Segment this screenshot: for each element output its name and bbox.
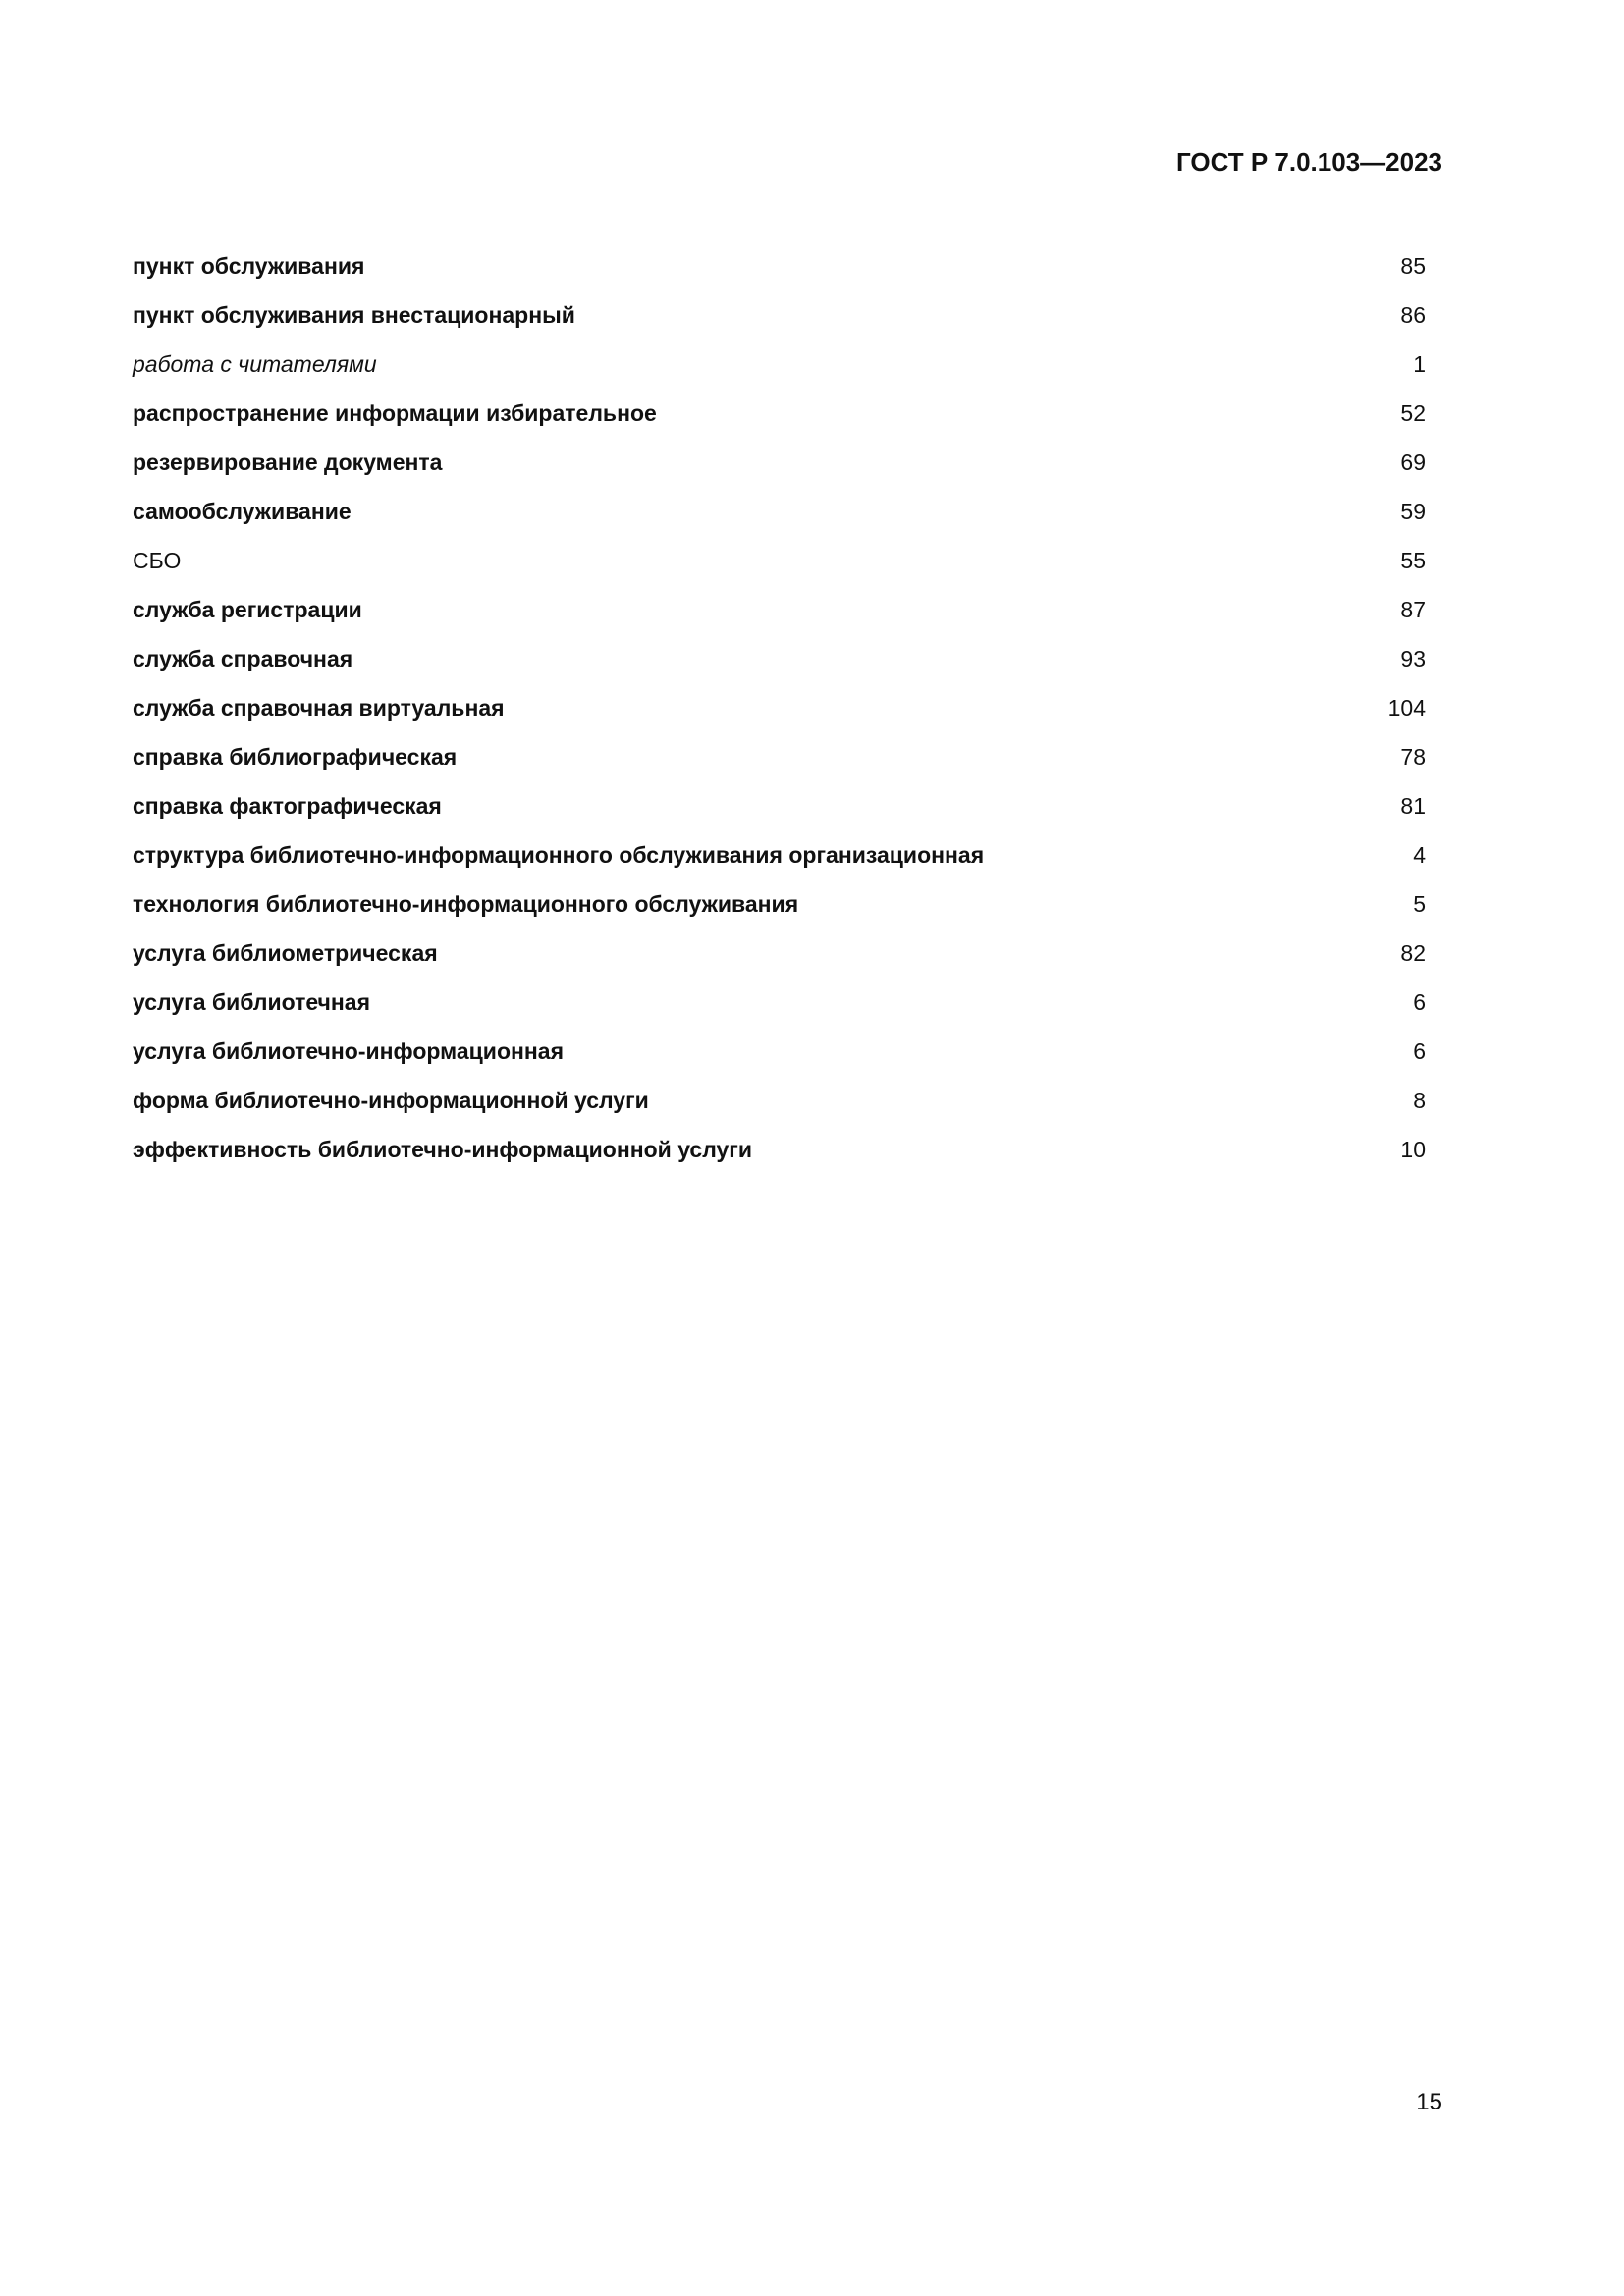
index-entry	[133, 732, 1426, 781]
index-entry	[133, 1027, 1426, 1076]
index-term: работа с читателями	[133, 350, 377, 377]
index-entry	[133, 536, 1426, 585]
index-entry	[133, 1076, 1426, 1125]
index-entry	[133, 340, 1426, 389]
index-entry	[133, 683, 1426, 732]
index-entry	[133, 438, 1426, 487]
index-term: эффективность библиотечно-информационной услуги	[133, 1136, 753, 1162]
index-entry	[133, 585, 1426, 634]
subject-index	[133, 241, 1426, 1174]
index-term-number: 87	[1400, 596, 1426, 622]
index-term: услуга библиометрическая	[133, 939, 438, 966]
index-term: услуга библиотечно-информационная	[133, 1038, 564, 1064]
index-entry	[133, 1125, 1426, 1174]
index-term: справка библиографическая	[133, 743, 458, 770]
index-term: резервирование документа	[133, 449, 443, 475]
index-term: справка фактографическая	[133, 792, 442, 819]
index-entry	[133, 634, 1426, 683]
index-entry	[133, 830, 1426, 880]
index-term-number: 69	[1400, 449, 1426, 475]
page-number: 15	[1416, 2089, 1442, 2115]
index-term: служба справочная виртуальная	[133, 694, 505, 721]
document-header: ГОСТ Р 7.0.103—2023	[1175, 147, 1442, 177]
index-term-number: 82	[1400, 939, 1426, 966]
index-entry	[133, 389, 1426, 438]
index-term: пункт обслуживания	[133, 252, 365, 279]
index-term-number: 86	[1400, 301, 1426, 328]
index-term: служба регистрации	[133, 596, 362, 622]
index-term: распространение информации избирательное	[133, 400, 657, 426]
index-entry	[133, 880, 1426, 929]
index-term: СБО	[133, 547, 182, 573]
index-term-number: 59	[1400, 498, 1426, 524]
index-entry	[133, 929, 1426, 978]
index-term-number: 81	[1400, 792, 1426, 819]
index-term-number: 52	[1400, 400, 1426, 426]
index-term-number: 55	[1400, 547, 1426, 573]
index-term-number: 5	[1413, 890, 1426, 917]
index-term: структура библиотечно-информационного обслуживания организационная	[133, 841, 985, 868]
index-term-number: 6	[1413, 1038, 1426, 1064]
index-term-number: 104	[1387, 694, 1426, 721]
index-term-number: 4	[1413, 841, 1426, 868]
index-term-number: 6	[1413, 988, 1426, 1015]
index-term-number: 10	[1400, 1136, 1426, 1162]
index-term-number: 93	[1400, 645, 1426, 671]
index-term: самообслуживание	[133, 498, 352, 524]
index-term: служба справочная	[133, 645, 353, 671]
index-term: технология библиотечно-информационного обслуживания	[133, 890, 799, 917]
index-term-number: 85	[1400, 252, 1426, 279]
index-entry	[133, 781, 1426, 830]
index-entry	[133, 291, 1426, 340]
index-term: услуга библиотечная	[133, 988, 371, 1015]
index-term: форма библиотечно-информационной услуги	[133, 1087, 649, 1113]
index-term-number: 1	[1413, 350, 1426, 377]
index-term-number: 78	[1400, 743, 1426, 770]
index-term: пункт обслуживания внестационарный	[133, 301, 575, 328]
index-entry	[133, 978, 1426, 1027]
index-term-number: 8	[1413, 1087, 1426, 1113]
index-entry	[133, 241, 1426, 291]
index-entry	[133, 487, 1426, 536]
